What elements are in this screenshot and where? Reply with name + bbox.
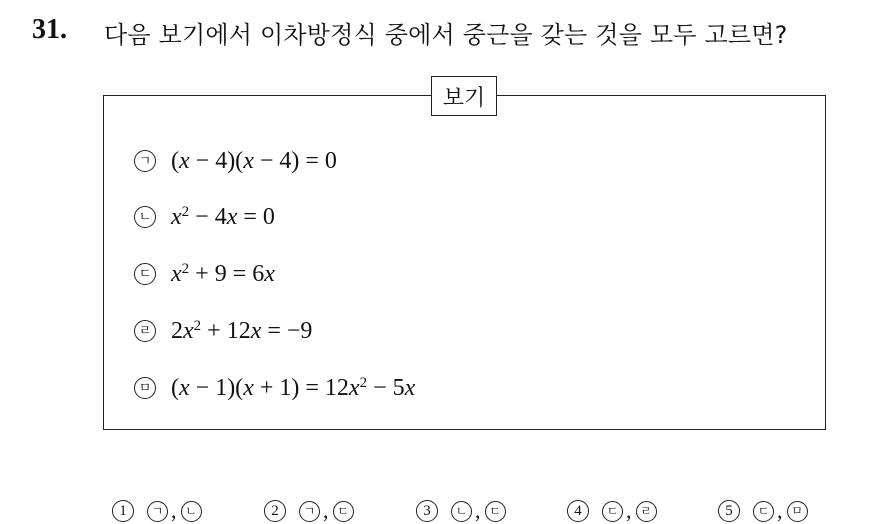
choice-3[interactable]: 3 ㄴ , ㄷ [416, 498, 508, 524]
choice-2[interactable]: 2 ㄱ , ㄷ [264, 498, 356, 524]
equation: $2x^2 + 12x = -9$ [171, 317, 313, 344]
choice-4[interactable]: 4 ㄷ , ㄹ [567, 498, 659, 524]
choice-number: 4 [567, 500, 589, 522]
circled-mark: ㄱ [299, 501, 320, 522]
circled-mark: ㄷ [753, 501, 774, 522]
circled-mark: ㄷ [485, 501, 506, 522]
question-number: 31. [32, 14, 67, 45]
choice-number: 1 [112, 500, 134, 522]
choice-number: 2 [264, 500, 286, 522]
equation: $(x - 1)(x + 1) = 12x^2 - 5x$ [171, 374, 416, 401]
example-item-5 [134, 373, 415, 403]
example-item-3 [134, 259, 275, 289]
choice-number: 5 [718, 500, 740, 522]
circled-mark: ㄴ [181, 501, 202, 522]
circled-mark: ㄹ [134, 320, 156, 342]
circled-mark: ㄱ [147, 501, 168, 522]
example-item-2 [134, 202, 275, 232]
circled-mark: ㄱ [134, 150, 156, 172]
answer-choices [0, 498, 884, 524]
equation: (x − 4)(x − 4) = 0 [171, 147, 337, 174]
circled-mark: ㄷ [602, 501, 623, 522]
example-box-title: 보기 [431, 76, 497, 116]
circled-mark: ㅁ [787, 501, 808, 522]
equation: $x^2 - 4x = 0$ [171, 203, 275, 230]
circled-mark: ㄴ [134, 206, 156, 228]
question-text: 다음 보기에서 이차방정식 중에서 중근을 갖는 것을 모두 고르면? [104, 21, 788, 49]
example-item-4 [134, 316, 312, 346]
choice-number: 3 [416, 500, 438, 522]
choice-1[interactable]: 1 ㄱ , ㄴ [112, 498, 204, 524]
circled-mark: ㄹ [636, 501, 657, 522]
equation: $x^2 + 9 = 6x$ [171, 260, 275, 287]
choice-5[interactable]: 5 ㄷ , ㅁ [718, 498, 810, 524]
example-item-1 [134, 146, 337, 176]
circled-mark: ㄷ [134, 263, 156, 285]
circled-mark: ㄴ [451, 501, 472, 522]
circled-mark: ㅁ [134, 377, 156, 399]
circled-mark: ㄷ [333, 501, 354, 522]
